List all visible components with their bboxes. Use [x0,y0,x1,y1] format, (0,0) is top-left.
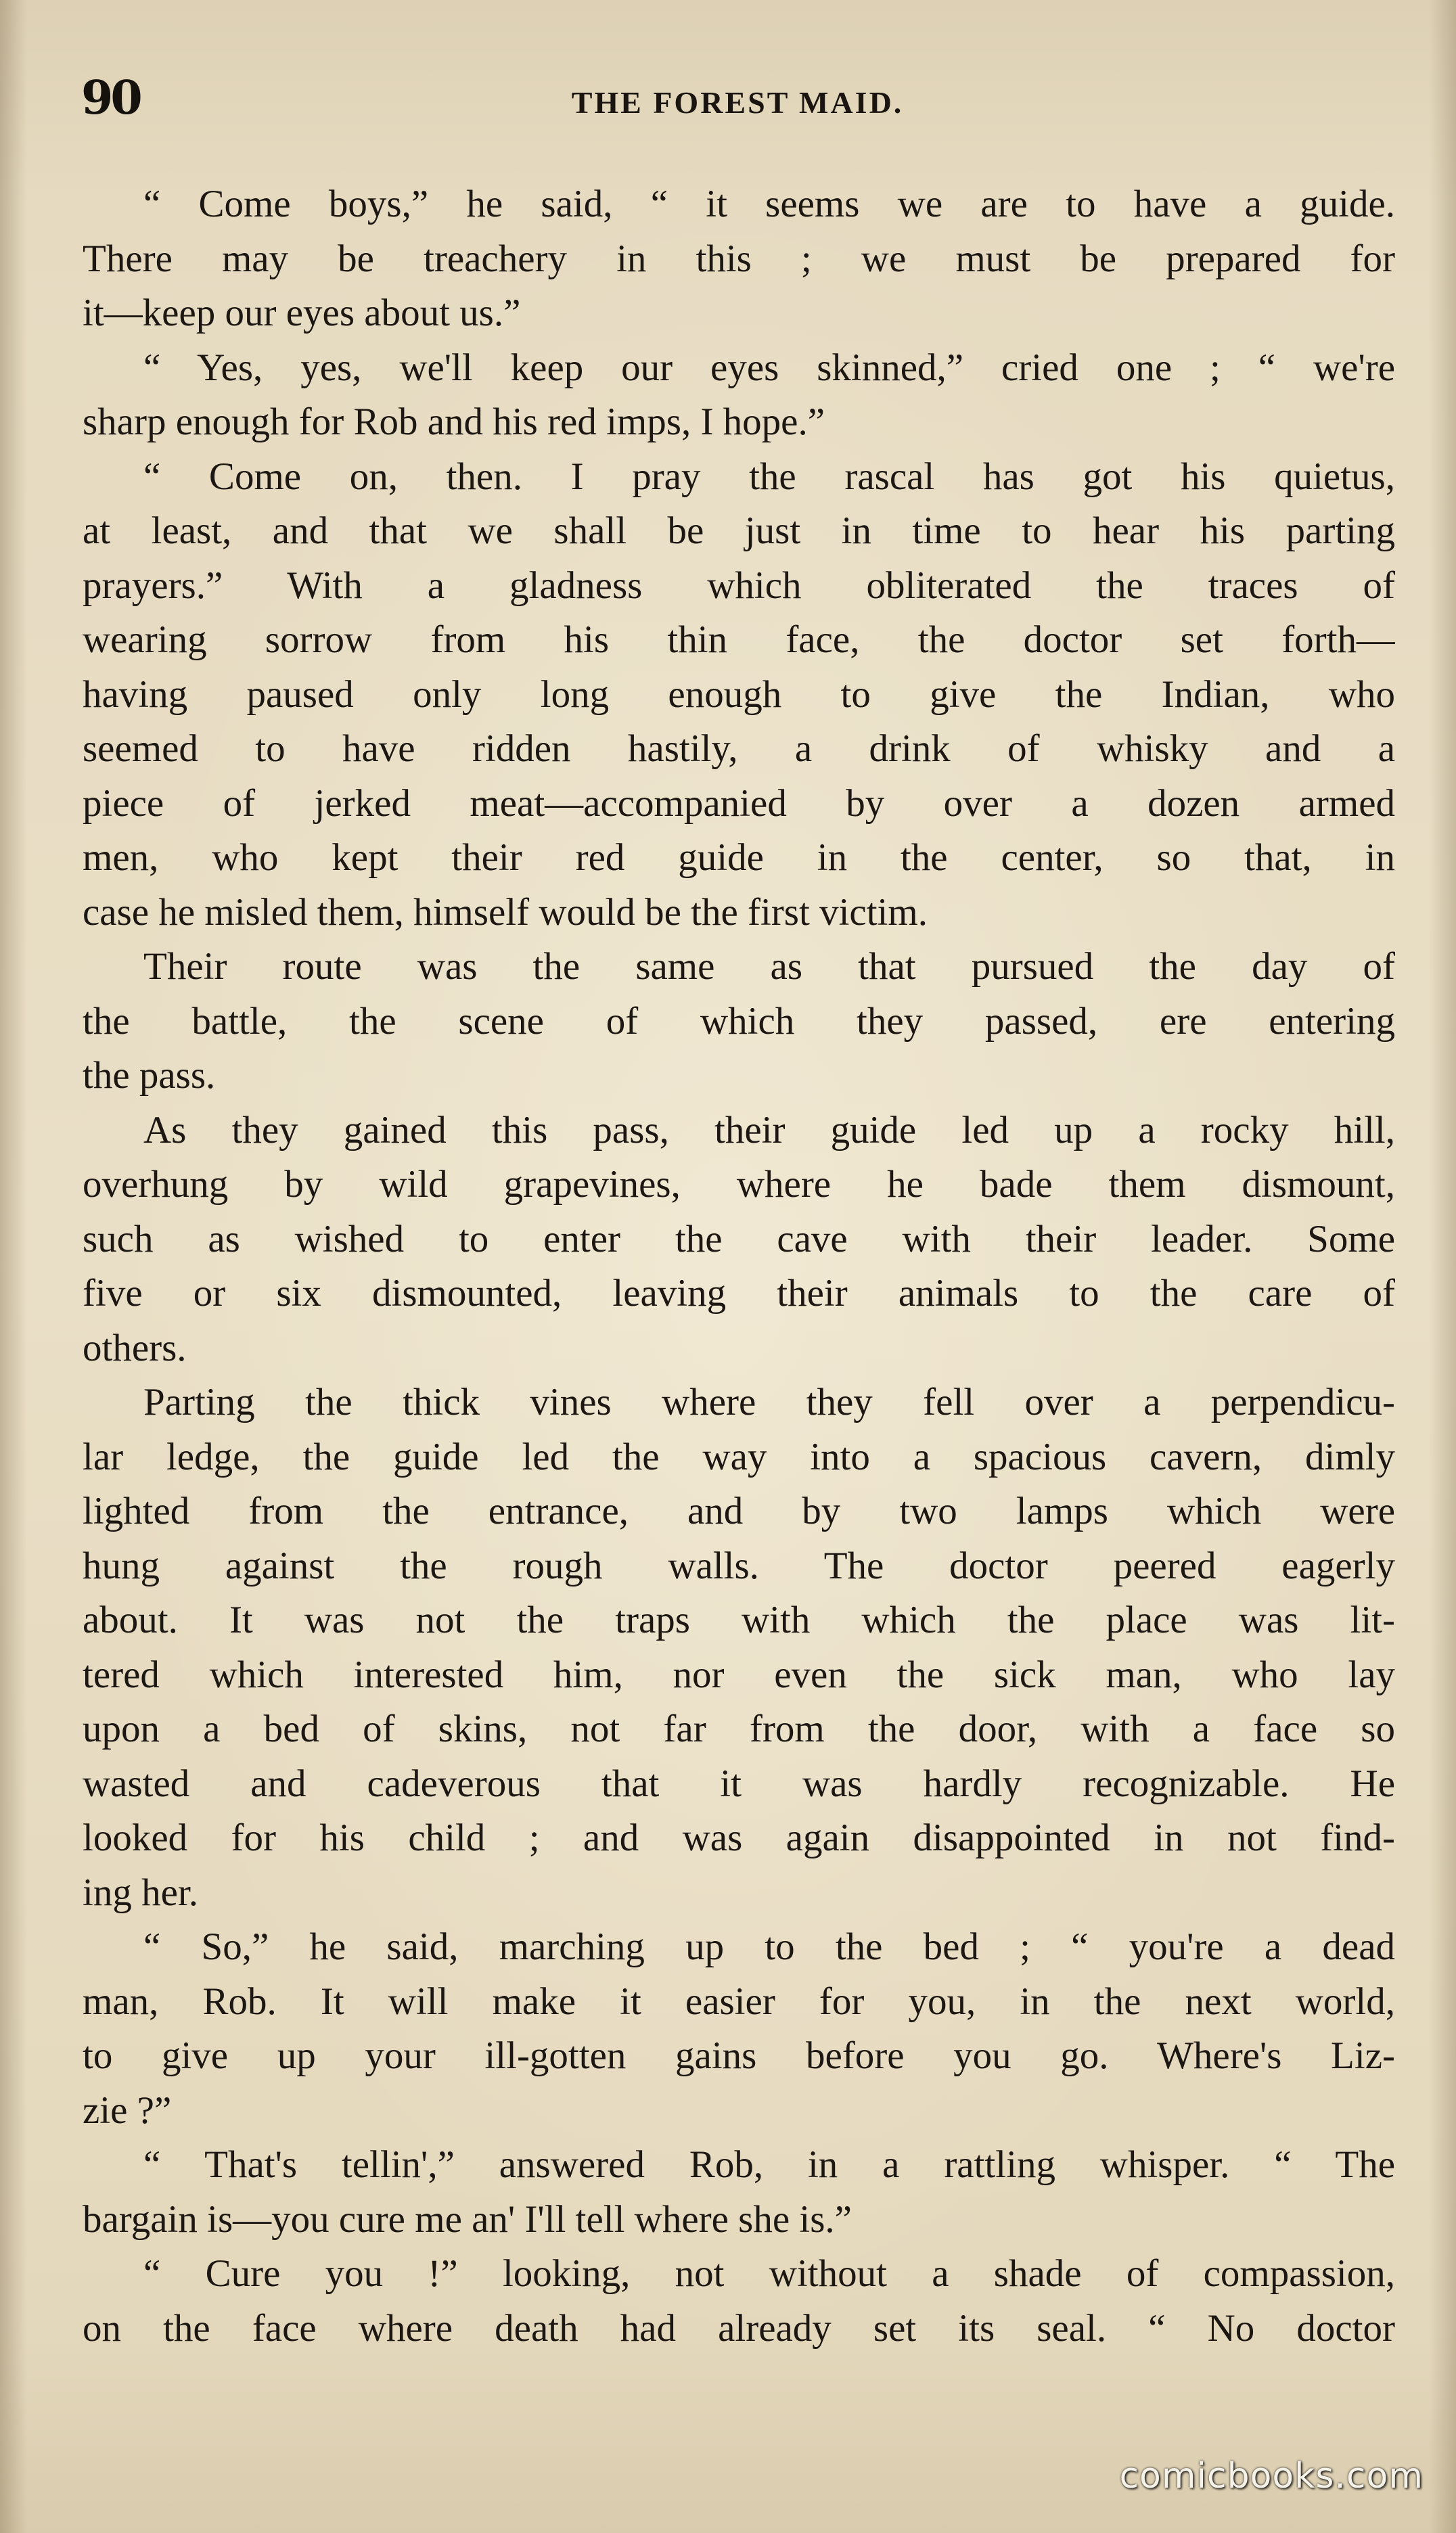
text-line: on the face where death had already set its seal. “ No doctor [83,2306,1395,2350]
page-header [81,71,1394,132]
text-line: it—keep our eyes about us.” [83,292,521,334]
text-line: “ That's tellin',” answered Rob, in a rattling whisper. “ The [143,2143,1395,2186]
text-line: Parting the thick vines where they fell over a perpendicu- [143,1381,1395,1423]
page-number: 90 [81,71,140,125]
text-line: “ Come boys,” he said, “ it seems we are to have a guide. [143,183,1395,225]
text-line: seemed to have ridden hastily, a drink of whisky and a [83,727,1395,770]
text-line: As they gained this pass, their guide led up a rocky hill, [143,1108,1395,1151]
page-shadow-left [0,0,27,2533]
text-line: the battle, the scene of which they passed, ere entering [83,999,1395,1043]
text-line: wearing sorrow from his thin face, the doctor set forth— [83,618,1395,661]
text-line: piece of jerked meat—accompanied by over a dozen armed [83,781,1395,825]
text-line: case he misled them, himself would be the first victim. [83,890,928,934]
text-line: the pass. [83,1054,216,1097]
text-line: at least, and that we shall be just in time to hear his parting [83,509,1395,552]
text-line: having paused only long enough to give the Indian, who [83,672,1395,716]
text-line: bargain is—you cure me an' I'll tell where she is.” [83,2197,852,2241]
text-line: hung against the rough walls. The doctor peered eagerly [83,1544,1395,1587]
text-line: overhung by wild grapevines, where he bade them dismount, [83,1163,1395,1206]
text-line: “ Come on, then. I pray the rascal has got his quietus, [143,455,1395,498]
text-line: five or six dismounted, leaving their animals to the care of [83,1272,1395,1315]
text-line: others. [83,1326,187,1369]
watermark: comicbooks.com [1119,2456,1424,2496]
text-line: ing her. [83,1871,198,1914]
text-line: about. It was not the traps with which the place was lit- [83,1599,1395,1641]
running-head: THE FOREST MAID. [571,85,904,120]
text-line: zie ?” [83,2089,172,2132]
body-text [83,177,1395,2356]
text-line: “ Cure you !” looking, not without a shade of compassion, [143,2252,1395,2295]
text-line: wasted and cadeverous that it was hardly recognizable. He [83,1762,1395,1805]
text-line: lar ledge, the guide led the way into a spacious cavern, dimly [83,1435,1395,1478]
text-line: men, who kept their red guide in the center, so that, in [83,836,1395,879]
text-line: Their route was the same as that pursued the day of [143,945,1395,988]
text-line: man, Rob. It will make it easier for you, in the next world, [83,1980,1395,2023]
text-line: sharp enough for Rob and his red imps, I hope.” [83,401,825,443]
text-line: “ So,” he said, marching up to the bed ; “ you're a dead [143,1925,1395,1968]
text-line: upon a bed of skins, not far from the door, with a face so [83,1708,1395,1750]
text-line: looked for his child ; and was again disappointed in not find- [83,1817,1395,1859]
page-shadow-right [1429,0,1456,2533]
text-line: “ Yes, yes, we'll keep our eyes skinned,” cried one ; “ we're [143,346,1395,389]
text-line: to give up your ill-gotten gains before you go. Where's Liz- [83,2034,1395,2077]
text-line: tered which interested him, nor even the sick man, who lay [83,1653,1395,1696]
text-line: prayers.” With a gladness which obliterated the traces of [83,564,1395,607]
text-line: such as wished to enter the cave with their leader. Some [83,1217,1395,1260]
text-line: There may be treachery in this ; we must be prepared for [83,237,1395,280]
text-line: lighted from the entrance, and by two lamps which were [83,1490,1395,1532]
